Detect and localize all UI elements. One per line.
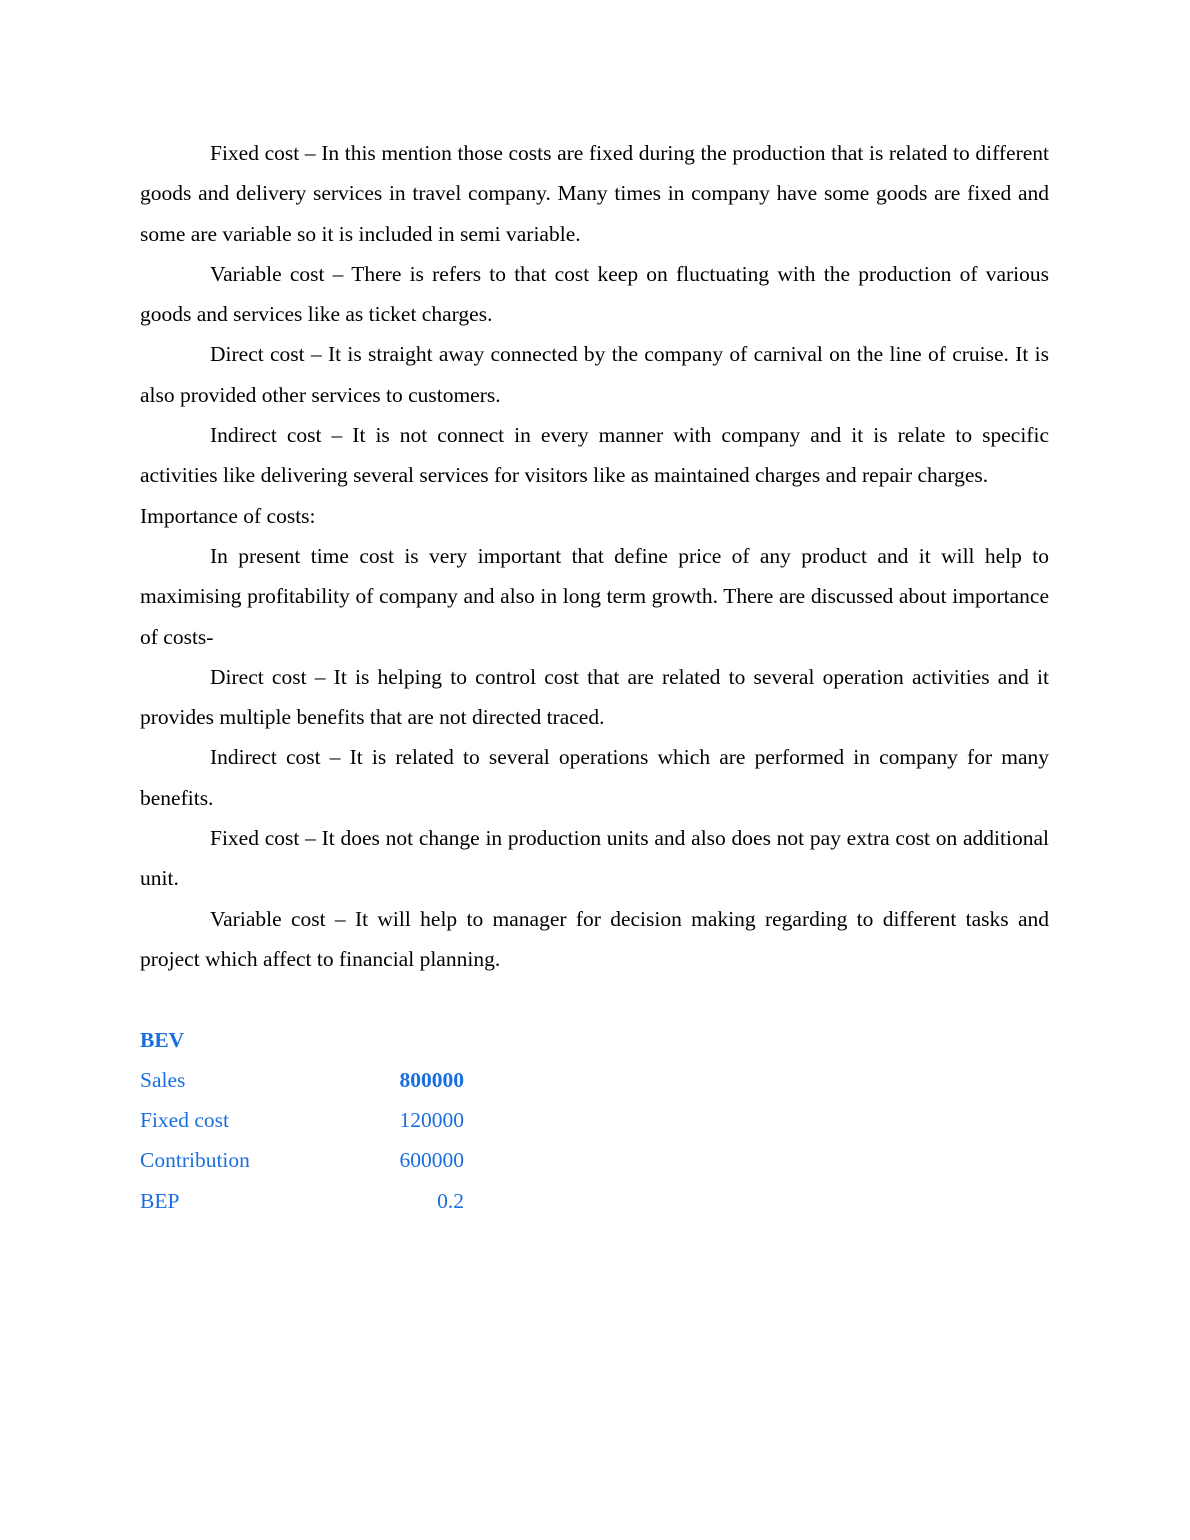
bev-label: Sales: [140, 1067, 186, 1092]
bev-row-bep: [140, 1181, 464, 1221]
bev-value: 600000: [399, 1148, 464, 1173]
bev-title: BEV: [140, 1027, 185, 1052]
bev-row-contribution: [140, 1140, 464, 1180]
importance-heading: Importance of costs:: [140, 503, 316, 528]
bev-value: 120000: [399, 1108, 464, 1133]
paragraph-indirect-cost: Indirect cost – It is not connect in every manner with company and it is relate to specific activities like delivering several services for visitors like as maintained charges and repair charges.: [140, 423, 1049, 488]
section-spacer: [140, 979, 1049, 1019]
document-page: [140, 133, 1049, 1221]
bev-value: 800000: [399, 1067, 464, 1092]
bev-value: 0.2: [437, 1188, 464, 1213]
bev-table: [140, 1060, 464, 1221]
paragraph-variable-cost: Variable cost – There is refers to that cost keep on fluctuating with the production of various goods and services like as ticket charges.: [140, 261, 1049, 327]
bev-row-sales: [140, 1060, 464, 1100]
paragraph-importance-variable: Variable cost – It will help to manager for decision making regarding to different tasks and project which affect to financial planning.: [140, 906, 1049, 971]
bev-label: Contribution: [140, 1148, 250, 1173]
bev-label: BEP: [140, 1188, 180, 1213]
paragraph-fixed-cost: Fixed cost – In this mention those costs are fixed during the production that is related to different goods and delivery services in travel company. Many times in company have some goods are fixed and some are variable so it is included in semi variable.: [140, 141, 1049, 246]
paragraph-importance-fixed: Fixed cost – It does not change in production units and also does not pay extra cost on additional unit.: [140, 826, 1049, 891]
paragraph-importance-intro: In present time cost is very important that define price of any product and it will help to maximising profitability of company and also in long term growth. There are discussed about importance of costs-: [140, 543, 1049, 649]
bev-section: [140, 1020, 1049, 1221]
paragraph-direct-cost: Direct cost – It is straight away connected by the company of carnival on the line of cruise. It is also provided other services to customers.: [140, 342, 1049, 407]
bev-label: Fixed cost: [140, 1108, 229, 1133]
paragraph-importance-indirect: Indirect cost – It is related to several operations which are performed in company for many benefits.: [140, 745, 1049, 810]
bev-row-fixed-cost: [140, 1100, 464, 1140]
paragraph-importance-direct: Direct cost – It is helping to control cost that are related to several operation activities and it provides multiple benefits that are not directed traced.: [140, 664, 1049, 730]
